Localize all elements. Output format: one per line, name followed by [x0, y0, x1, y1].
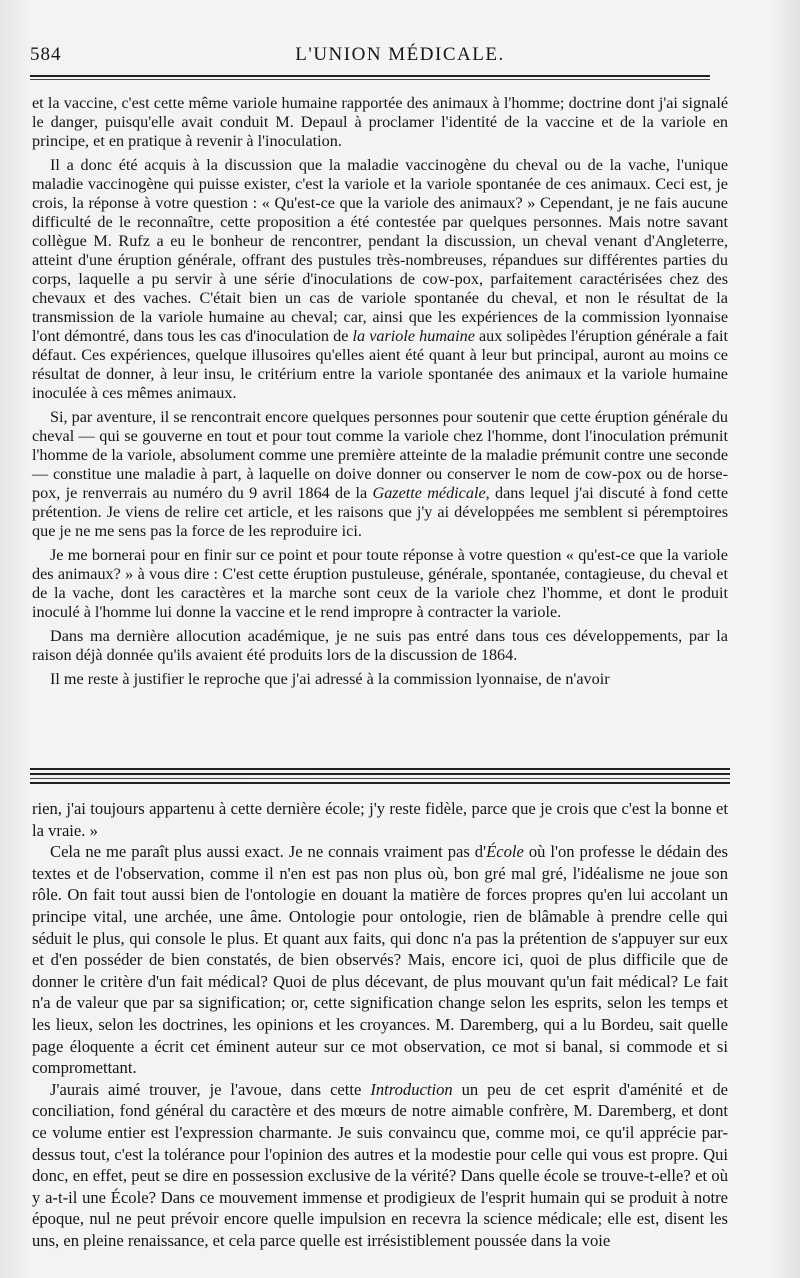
- italic-text: École: [486, 842, 524, 862]
- paragraph: [32, 670, 728, 689]
- page-number: 584: [30, 44, 62, 65]
- paragraph: [32, 841, 728, 1079]
- page-header: [30, 44, 770, 72]
- paragraph-text: J'aurais aimé trouver, je l'avoue, dans cette: [50, 1079, 362, 1099]
- top-text-block: [32, 94, 728, 689]
- header-rule: [30, 75, 710, 77]
- header-rule-thin: [30, 79, 710, 80]
- paragraph-text: rien, j'ai toujours appartenu à cette dernière école; j'y reste fidèle, parce que je crois que c'est la bonne et la vraie. »: [32, 799, 728, 840]
- paragraph: [32, 156, 728, 403]
- paragraph-text: aux solipèdes l'éruption générale a fait défaut. Ces expériences, quelque illusoires qu'elles aient été quant à leur but principal, auront au moins ce résultat de donner, à leur insu, le critérium entre la variole spontanée des animaux et la variole humaine inoculée à ces mêmes animaux.: [32, 327, 729, 402]
- paragraph: [32, 627, 728, 665]
- paragraph-text: dans lequel j'ai discuté à fond cette prétention. Je viens de relire cet article, et les raisons que j'y ai développées me semblent si péremptoires que je ne me sens pas la force de les reproduire ici.: [32, 484, 729, 540]
- bottom-text-block: [32, 798, 728, 1251]
- paragraph: [32, 1079, 728, 1252]
- italic-text: Introduction: [370, 1079, 453, 1099]
- paragraph-text: Je me bornerai pour en finir sur ce point et pour toute réponse à votre question « qu'est-ce que la variole des animaux? » à vous dire : C'est cette éruption pustuleuse, générale, spontanée, contagieuse, du cheval et de la vache, dont les caractères et la marche sont ceux de la variole chez l'homme, et dont le produit inoculé à l'homme lui donne la vaccine et le rend impropre à contracter la variole.: [32, 546, 728, 621]
- paragraph-text: Il a donc été acquis à la discussion que la maladie vaccinogène du cheval ou de la vache, l'unique maladie vaccinogène qui puisse exister, c'est la variole et la variole spontanée de ces animaux. Ceci est, je crois, la réponse à votre question : « Qu'est-ce que la variole des animaux? » Cependant, je ne fais aucune difficulté de le reconnaître, cette proposition a été contestée par quelques personnes. Mais notre savant collègue M. Rufz a eu le bonheur de rencontrer, pendant la discussion, un cheval venant d'Angleterre, atteint d'une éruption générale, offrant des pustules très-nombreuses, répandues sur différentes parties du corps, laquelle a pu servir à une série d'inoculations de cow-pox, parfaitement caractérisées chez des chevaux et des vaches. C'était bien un cas de variole spontanée du cheval, et non le résultat de la transmission de la variole humaine au cheval; car, ainsi que les expériences de la commission lyonnaise l'ont démontré, dans tous les cas d'inoculation de: [32, 156, 728, 345]
- paragraph-text: où l'on professe le dédain des textes et de l'observation, comme il n'en est pas non plus où, bon gré mal gré, l'idéalisme ne joue son rôle. On fait tout aussi bien de l'ontologie en douant la matière de forces propres qu'en lui accolant un principe vital, une archée, une âme. Ontologie pour ontologie, rien de blâmable à prendre celle qui séduit le plus, qui console le plus. Et quant aux faits, qui donc n'a pas la prétention de s'appuyer sur eux et d'en posséder de bien constatés, de bien observés? Mais, encore ici, quoi de plus difficile que de donner le critère d'un fait médical? Quoi de plus décevant, de plus mouvant qu'un fait médical? Le fait n'a de valeur que par sa signification; or, cette signification change selon les esprits, selon les temps et les lieux, selon les doctrines, les opinions et les croyances. M. Daremberg, qui a lu Bordeu, sait quelle page éloquente a écrit cet éminent auteur sur ce mot observation, ce mot si banal, si commode et si compromettant.: [32, 842, 728, 1078]
- paragraph-text: Il me reste à justifier le reproche que j'ai adressé à la commission lyonnaise, de n'avoir: [50, 670, 610, 688]
- running-title: L'UNION MÉDICALE.: [295, 44, 505, 65]
- section-divider: [30, 768, 730, 784]
- paragraph-text: Cela ne me paraît plus aussi exact. Je ne connais vraiment pas d': [50, 842, 487, 862]
- paragraph: [32, 94, 728, 151]
- italic-text: la variole humaine: [352, 327, 475, 345]
- paragraph: [32, 546, 728, 622]
- paragraph-text: Dans ma dernière allocution académique, je ne suis pas entré dans tous ces développements, par la raison déjà donnée qu'ils avaient été produits lors de la discussion de 1864.: [32, 627, 728, 664]
- paragraph-text: et la vaccine, c'est cette même variole humaine rapportée des animaux à l'homme; doctrine dont j'ai signalé le danger, puisqu'elle avait conduit M. Depaul à proclamer l'identité de la vaccine et de la variole en principe, et en pratique à revenir à l'inoculation.: [32, 94, 728, 150]
- italic-text: Gazette médicale,: [372, 484, 490, 502]
- paragraph-text: Si, par aventure, il se rencontrait encore quelques personnes pour soutenir que cette éruption générale du cheval — qui se gouverne en tout et pour tout comme la variole chez l'homme, dont l'inoculation prémunit l'homme de la variole, absolument comme une première atteinte de la maladie prémunit contre une seconde — constitue une maladie à part, à laquelle on doive donner ou conserver le nom de cow-pox ou de horse-pox, je renverrais au numéro du 9 avril 1864 de la: [32, 408, 729, 502]
- paragraph: [32, 798, 728, 841]
- paragraph: [32, 408, 728, 541]
- paragraph-text: un peu de cet esprit d'aménité et de conciliation, fond général du caractère et des mœurs de notre aimable confrère, M. Daremberg, et dont ce volume entier est l'expression charmante. Je suis convaincu que, comme moi, ce qu'il apprécie par-dessus tout, c'est la tolérance pour l'opinion des autres et la modestie pour celle qui vous est propre. Qui donc, en effet, peut se dire en possession exclusive de la vérité? Dans quelle école se trouve-t-elle? et où y a-t-il une École? Dans ce mouvement immense et prodigieux de l'esprit humain qui se produit à notre époque, nul ne peut prévoir encore quelle impulsion en recevra la science médicale; elle est, disent les uns, en pleine renaissance, et cela parce quelle est irrésistiblement poussée dans la voie: [32, 1079, 729, 1250]
